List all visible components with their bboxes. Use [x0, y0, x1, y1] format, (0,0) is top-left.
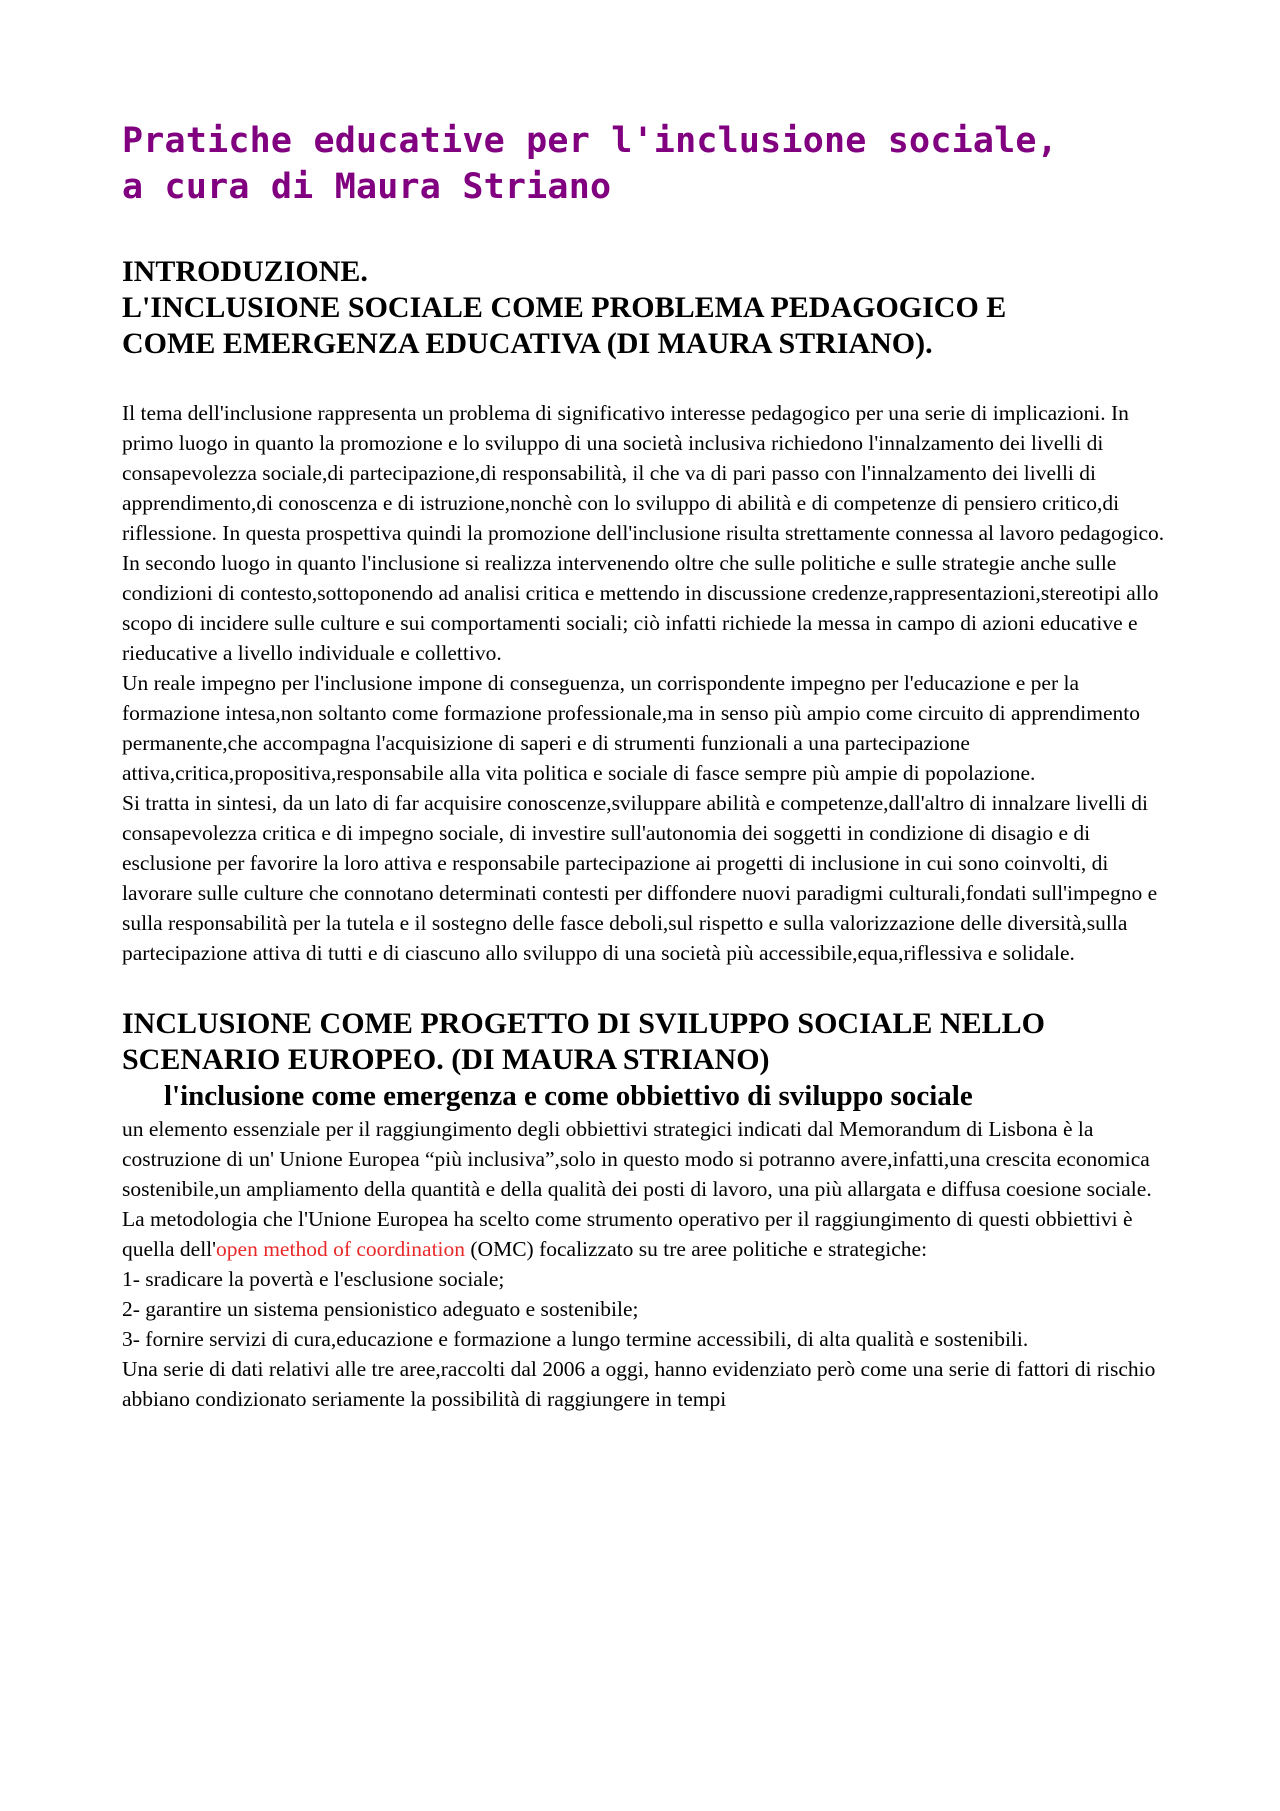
paragraph-text: (OMC) focalizzato su tre aree politiche e strategiche: — [465, 1237, 928, 1261]
intro-paragraph-1: Il tema dell'inclusione rappresenta un problema di significativo interesse pedagogico per una serie di implicazioni. In primo luogo in quanto la promozione e lo sviluppo di una società inclusiva richiedono l'innalzamento dei livelli di consapevolezza sociale,di partecipazione,di responsabilità, il che va di pari passo con l'innalzamento dei livelli di apprendimento,di conoscenza e di istruzione,nonchè con lo sviluppo di abilità e di competenze di pensiero critico,di riflessione. In questa prospettiva quindi la promozione dell'inclusione risulta strettamente connessa al lavoro pedagogico. — [122, 401, 1165, 545]
intro-body — [122, 398, 1172, 968]
intro-heading — [122, 254, 1172, 362]
section2-paragraph-2 — [122, 1204, 1172, 1264]
omc-link[interactable]: open method of coordination — [216, 1237, 466, 1261]
title-line-1: Pratiche educative per l'inclusione sociale, — [122, 121, 1058, 161]
list-item: 1- sradicare la povertà e l'esclusione sociale; — [122, 1267, 505, 1291]
section2-heading-line-1: INCLUSIONE COME PROGETTO DI SVILUPPO SOCIALE NELLO — [122, 1007, 1045, 1040]
section2-paragraph-3: Una serie di dati relativi alle tre aree,raccolti dal 2006 a oggi, hanno evidenziato però come una serie di fattori di rischio abbiano condizionato seriamente la possibilità di raggiungere in tempi — [122, 1357, 1156, 1411]
document-title — [122, 118, 1172, 210]
section2-heading — [122, 1006, 1172, 1078]
section2-body — [122, 1114, 1172, 1414]
section2-paragraph-1: un elemento essenziale per il raggiungimento degli obbiettivi strategici indicati dal Memorandum di Lisbona è la costruzione di un' Unione Europea “più inclusiva”,solo in questo modo si potranno avere,infatti,una crescita economica sostenibile,un ampliamento della quantità e della qualità dei posti di lavoro, una più allargata e diffusa coesione sociale. — [122, 1117, 1152, 1201]
title-line-2: a cura di Maura Striano — [122, 167, 612, 207]
paragraph-text: La metodologia che l'Unione Europea ha scelto come strumento operativo per il raggiungimento di questi obbiettivi è quella dell' — [122, 1207, 1133, 1261]
section2-heading-line-2: SCENARIO EUROPEO. (DI MAURA STRIANO) — [122, 1043, 770, 1076]
list-item: 2- garantire un sistema pensionistico adeguato e sostenibile; — [122, 1297, 639, 1321]
intro-paragraph-2: In secondo luogo in quanto l'inclusione si realizza intervenendo oltre che sulle politiche e sulle strategie anche sulle condizioni di contesto,sottoponendo ad analisi critica e mettendo in discussione credenze,rappresentazioni,stereotipi allo scopo di incidere sulle culture e sui comportamenti sociali; ciò infatti richiede la messa in campo di azioni educative e rieducative a livello individuale e collettivo. — [122, 551, 1159, 665]
list-item: 3- fornire servizi di cura,educazione e formazione a lungo termine accessibili, di alta qualità e sostenibili. — [122, 1327, 1029, 1351]
intro-paragraph-3: Un reale impegno per l'inclusione impone di conseguenza, un corrispondente impegno per l'educazione e per la formazione intesa,non soltanto come formazione professionale,ma in senso più ampio come circuito di apprendimento permanente,che accompagna l'acquisizione di saperi e di strumenti funzionali a una partecipazione attiva,critica,propositiva,responsabile alla vita politica e sociale di fasce sempre più ampie di popolazione. — [122, 671, 1140, 785]
intro-heading-line-1: INTRODUZIONE. — [122, 255, 368, 288]
document-page — [122, 118, 1172, 1414]
intro-paragraph-4: Si tratta in sintesi, da un lato di far acquisire conoscenze,sviluppare abilità e competenze,dall'altro di innalzare livelli di consapevolezza critica e di impegno sociale, di investire sull'autonomia dei soggetti in condizione di disagio e di esclusione per favorire la loro attiva e responsabile partecipazione ai progetti di inclusione in cui sono coinvolti, di lavorare sulle culture che connotano determinati contesti per diffondere nuovi paradigmi culturali,fondati sull'impegno e sulla responsabilità per la tutela e il sostegno delle fasce deboli,sul rispetto e sulla valorizzazione delle diversità,sulla partecipazione attiva di tutti e di ciascuno allo sviluppo di una società più accessibile,equa,riflessiva e solidale. — [122, 791, 1158, 965]
intro-heading-line-3: COME EMERGENZA EDUCATIVA (DI MAURA STRIANO). — [122, 327, 933, 360]
intro-heading-line-2: L'INCLUSIONE SOCIALE COME PROBLEMA PEDAGOGICO E — [122, 291, 1007, 324]
section2-subheading: l'inclusione come emergenza e come obbiettivo di sviluppo sociale — [164, 1080, 973, 1112]
